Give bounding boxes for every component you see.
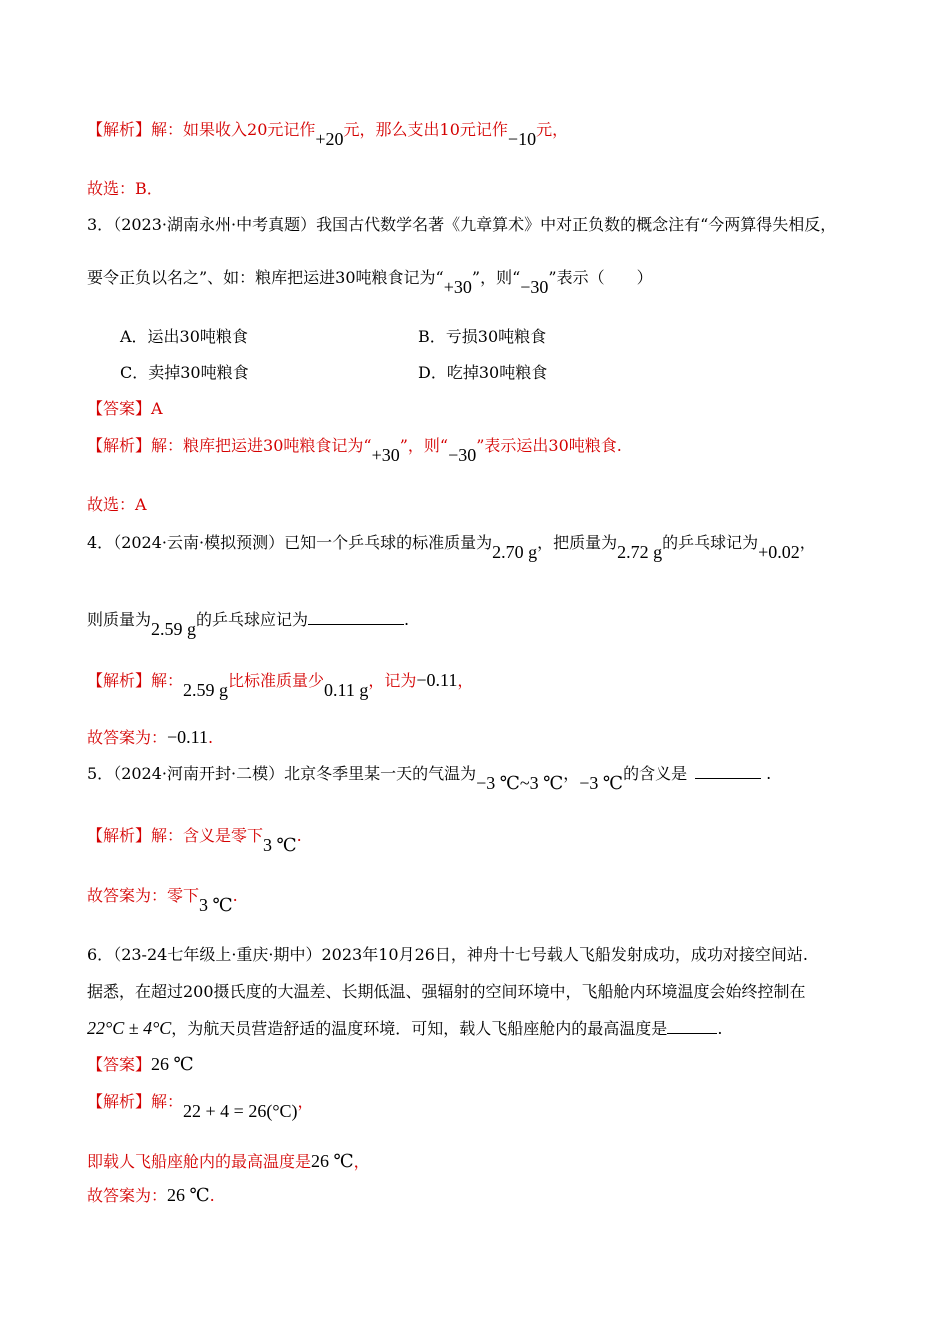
- analysis-tag: 【解析】: [87, 436, 152, 455]
- q2-choice: 故选：B．: [87, 179, 163, 198]
- q3-answer: 【答案】A: [87, 399, 163, 418]
- q2-analysis: 【解析】解：如果收入20元记作+20元，那么支出10元记作−10元，: [87, 120, 569, 149]
- math-expr: −0.11: [416, 670, 458, 690]
- q6-answer: [87, 1053, 194, 1076]
- math-expr: 26 ℃: [167, 1185, 210, 1205]
- question-number: 3．: [87, 215, 114, 234]
- analysis-tag: 【解析】: [87, 671, 152, 690]
- question-number: 5．: [87, 764, 114, 783]
- answer-blank[interactable]: [308, 608, 404, 625]
- math-expr: 22 + 4 = 26(°C): [183, 1101, 298, 1121]
- math-expr: −3 ℃~3 ℃: [476, 773, 564, 793]
- q3-option-a[interactable]: A．运出30吨粮食: [120, 327, 248, 346]
- answer-tag: 【答案】: [87, 399, 152, 418]
- math-expr: +0.02: [758, 542, 800, 562]
- q3-analysis: 【解析】解：粮库把运进30吨粮食记为“+30”，则“−30”表示运出30吨粮食.: [87, 436, 622, 465]
- q3-option-d[interactable]: D．吃掉30吨粮食: [418, 363, 548, 382]
- math-expr: 2.70 g: [492, 542, 538, 562]
- math-expr: −0.11: [167, 727, 208, 747]
- q6-stem-line2: 据悉，在超过200摄氏度的大温差、长期低温、强辐射的空间环境中，飞船舱内环境温度会始终控制在: [87, 982, 806, 1001]
- q6-stem-line3: 22°C ± 4°C，为航天员营造舒适的温度环境．可知，载人飞船座舱内的最高温度是 .: [87, 1018, 723, 1038]
- math-expr: −3 ℃: [579, 773, 624, 793]
- answer-blank[interactable]: [695, 762, 761, 779]
- math-expr: 22°C ± 4°C: [87, 1018, 172, 1038]
- q4-stem-line1: 4．（2024·云南·模拟预测）已知一个乒乓球的标准质量为2.70 g，把质量为2.72 g的乒乓球记为+0.02，: [87, 533, 816, 562]
- analysis-tag: 【解析】: [87, 1092, 152, 1111]
- math-expr: 2.59 g: [183, 680, 229, 700]
- q5-analysis: 【解析】解：含义是零下3 ℃.: [87, 826, 302, 855]
- math-expr: 0.11 g: [324, 680, 369, 700]
- question-number: 6．: [87, 945, 114, 964]
- q3-choice: 故选：A: [87, 495, 147, 514]
- math-expr: 26 ℃: [311, 1151, 354, 1171]
- answer-tag: 【答案】: [87, 1055, 152, 1074]
- math-expr: 3 ℃: [199, 895, 233, 915]
- analysis-tag: 【解析】: [87, 826, 152, 845]
- q5-stem: 5．（2024·河南开封·二模）北京冬季里某一天的气温为−3 ℃~3 ℃，−3 ℃的含义是 .: [87, 764, 772, 793]
- q6-stem-line1: 6．（23-24七年级上·重庆·期中）2023年10月26日，神舟十七号载人飞船发射成功，成功对接空间站.: [87, 945, 809, 964]
- q5-result: 故答案为：零下3 ℃.: [87, 886, 238, 915]
- math-expr: 26 ℃: [151, 1054, 194, 1074]
- q6-result: 故答案为：26 ℃.: [87, 1185, 215, 1205]
- math-expr: +20: [315, 129, 344, 149]
- math-expr: 3 ℃: [263, 835, 297, 855]
- q3-stem-line2: 要令正负以名之”、如：粮库把运进30吨粮食记为“+30”，则“−30”表示（ ）: [87, 268, 653, 297]
- q3-stem-line1: 3．（2023·湖南永州·中考真题）我国古代数学名著《九章算术》中对正负数的概念注有“今两算得失相反，: [87, 215, 837, 234]
- math-expr: −30: [520, 277, 549, 297]
- q4-result: 故答案为：−0.11.: [87, 727, 214, 747]
- math-expr: 2.72 g: [617, 542, 663, 562]
- q3-option-c[interactable]: C．卖掉30吨粮食: [120, 363, 249, 382]
- q3-option-b[interactable]: B．亏损30吨粮食: [418, 327, 547, 346]
- math-expr: +30: [371, 445, 400, 465]
- q4-stem-line2: 则质量为2.59 g的乒乓球应记为 .: [87, 610, 410, 639]
- math-expr: −30: [448, 445, 477, 465]
- analysis-tag: 【解析】: [87, 120, 152, 139]
- math-expr: 2.59 g: [151, 619, 197, 639]
- q6-line: 即载人飞船座舱内的最高温度是26 ℃，: [87, 1151, 370, 1171]
- math-expr: −10: [507, 129, 537, 149]
- q6-analysis: 【解析】解：22 + 4 = 26(°C)，: [87, 1092, 314, 1121]
- question-number: 4．: [87, 533, 114, 552]
- q4-analysis: 【解析】解：2.59 g比标准质量少0.11 g，记为−0.11，: [87, 670, 474, 700]
- math-expr: +30: [443, 277, 472, 297]
- answer-blank[interactable]: [667, 1017, 717, 1034]
